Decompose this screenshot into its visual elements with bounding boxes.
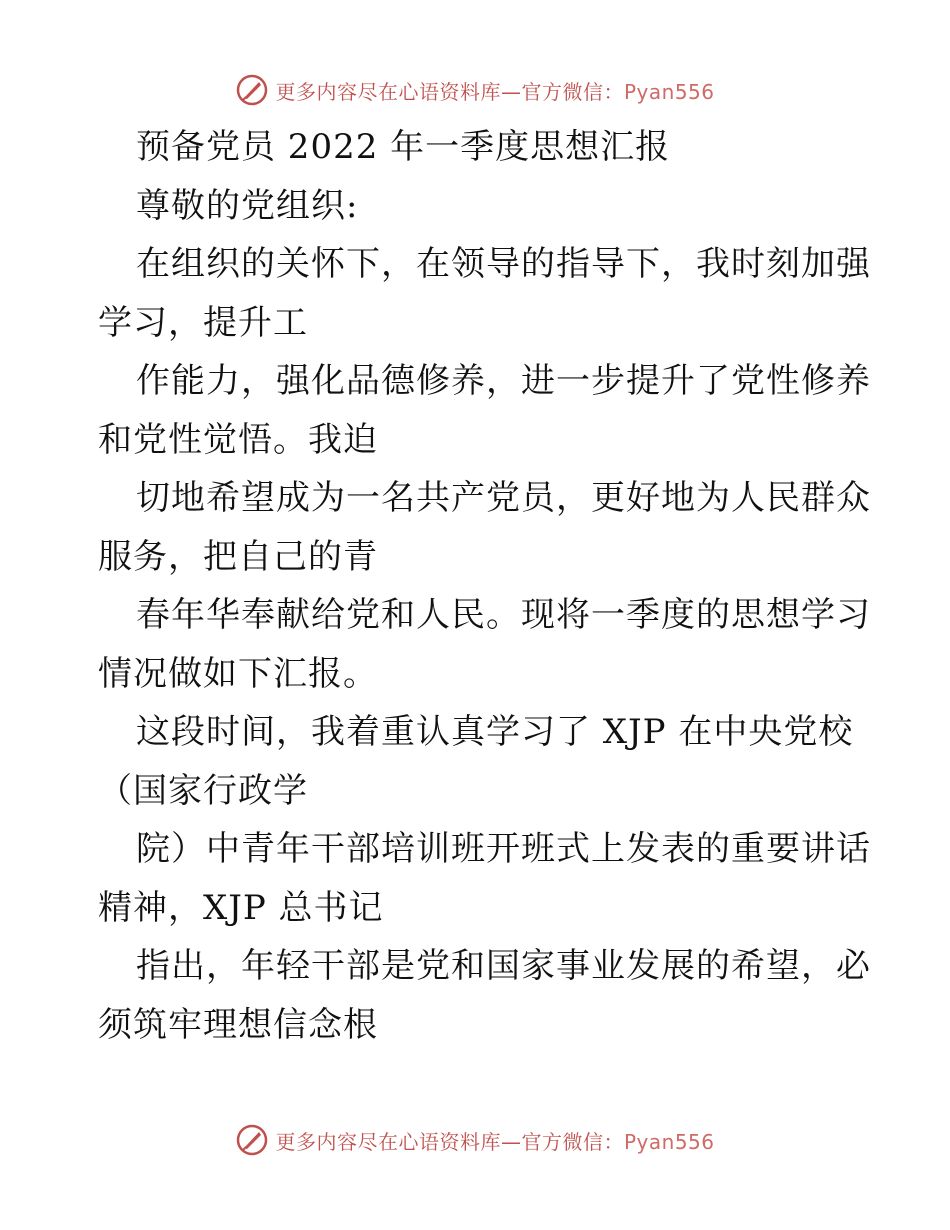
quill-logo-icon [235,73,269,107]
header-watermark [0,70,950,110]
text-line: （国家行政学 [98,770,308,811]
text-line: 尊敬的党组织: [136,185,359,226]
document-body [98,118,871,1054]
text-line: 情况做如下汇报。 [98,653,378,694]
watermark-wechat-id: Pyan556 [623,79,715,104]
text-line: 预备党员 2022 年一季度思想汇报 [136,127,671,167]
text-line: 指出，年轻干部是党和国家事业发展的希望，必 [136,946,871,986]
watermark-text: 更多内容尽在心语资料库—官方微信：Pyan556 [275,79,715,104]
text-line: 春年华奉献给党和人民。现将一季度的思想学习 [136,595,871,635]
text-line: 须筑牢理想信念根 [98,1004,378,1045]
quill-logo-icon [235,1123,269,1157]
text-line: 学习，提升工 [98,302,308,343]
text-line: 切地希望成为一名共产党员，更好地为人民群众 [136,478,871,518]
footer-watermark [0,1120,950,1160]
text-line: 在组织的关怀下，在领导的指导下，我时刻加强 [136,244,871,284]
text-line: 院）中青年干部培训班开班式上发表的重要讲话 [136,829,871,869]
watermark-text: 更多内容尽在心语资料库—官方微信：Pyan556 [275,1129,715,1154]
text-line: 作能力，强化品德修养，进一步提升了党性修养 [136,361,871,401]
text-line: 精神，XJP 总书记 [98,887,384,928]
watermark-wechat-id: Pyan556 [623,1129,715,1154]
text-line: 服务，把自己的青 [98,536,378,577]
text-line: 和党性觉悟。我迫 [98,419,378,460]
text-line: 这段时间，我着重认真学习了 XJP 在中央党校 [136,712,854,752]
